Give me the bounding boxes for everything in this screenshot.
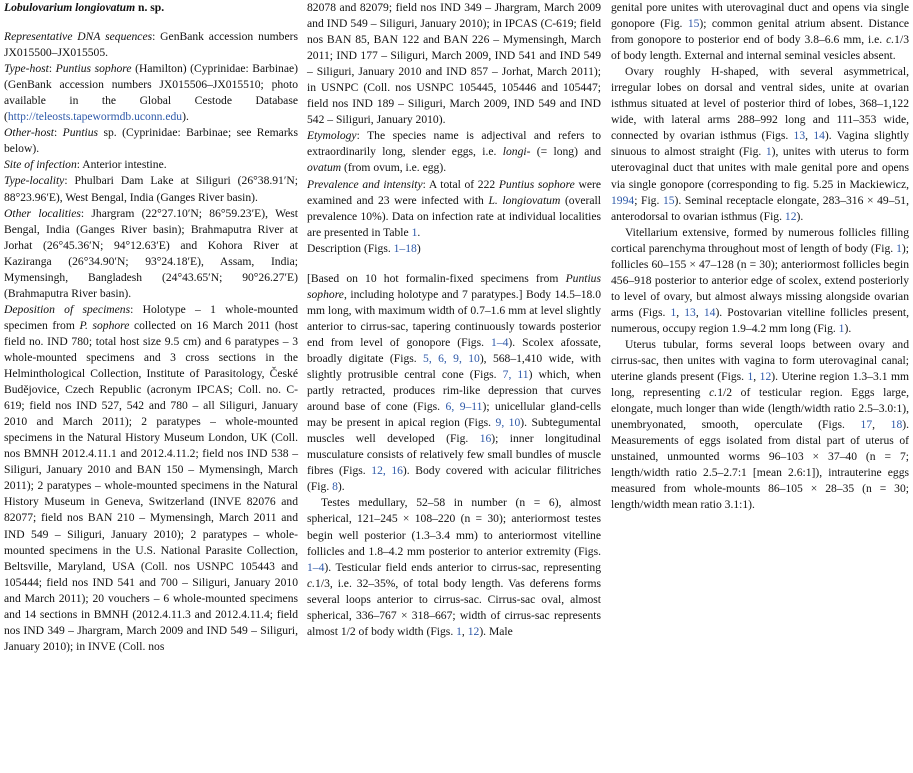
figure-reference-link[interactable]: 14 (703, 305, 716, 319)
cestode-database-link[interactable]: http://teleosts.tapewormdb.uconn.edu (7, 110, 183, 124)
column-middle (307, 0, 601, 640)
other-host-paragraph (4, 125, 298, 157)
column-right (611, 0, 909, 514)
latin-term: longi- (502, 145, 531, 159)
text-span: Description (Figs. (307, 241, 394, 255)
new-species-marker: n. sp. (135, 1, 165, 14)
testes-paragraph (307, 495, 601, 639)
figure-reference-link[interactable]: 9, 10 (495, 416, 521, 430)
text-span: ). Male (479, 624, 513, 638)
text-span: : Phulbari Dam Lake at Siliguri (26°38.91′N; 88°23.96′E), West Bengal, India (Ganges River basin). (4, 174, 298, 204)
site-of-infection-label: Site of infection (4, 158, 77, 172)
text-span: 1/3 of body length. External and internal seminal vesicles absent. (611, 33, 909, 63)
figure-reference-link[interactable]: 1 (456, 624, 462, 638)
text-span: collected on 16 March 2011 (host field no. IND 780; total host size 9.5 cm) and 6 paratypes – 3 whole-mounted specimens and 3 cross sections in the Helminthological Collection, Institute of Parasitology, České Budějovice, Czech Republic (acronym IPCAS; Coll. no. C-619; field nos IND 527, 542 and 780 – all Siliguri, January 2010 and March 2011); 2 paratypes – whole-mounted specimens in the Natural History Museum London, UK (Coll. nos BMNH 2012.4.11.1 and 2012.4.11.2; field nos IND 538 – Siliguri, January 2010 and BAN 150 – Mymensingh, March 2011); 2 paratypes – whole-mounted specimens in the Natural History Museum in Geneva, Switzerland (INVE 82076 and 82077; field nos BAN 210 – Mymensingh, March 2011 and IND 549 – Siliguri, January 2010); 2 paratypes – whole-mounted specimens in the U.S. National Parasite Collection, Beltsville, Maryland, USA (Coll. nos USNPC 105443 and 105444; field nos IND 541 and 700 – Siliguri, January 2010 and March 2011); 20 vouchers – 6 whole-mounted specimens and 14 sections in BMNH (2012.4.11.3 and 2012.4.11.4; field nos IND 349 – Jhargram, March 2009 and IND 549 – Siliguri, January 2010); in INVE (Coll. nos (4, 318, 299, 653)
type-locality-paragraph (4, 173, 298, 205)
body-description-paragraph (307, 271, 601, 496)
figure-reference-link[interactable]: 1–4 (491, 335, 509, 349)
text-span: ). Seminal receptacle elongate, 283–316 × 49–51, anterodorsal to ovarian isthmus (Fig. (611, 193, 909, 223)
prevalence-paragraph (307, 177, 601, 241)
figure-reference-link[interactable]: 13 (684, 305, 696, 319)
species-name: Puntius sophore (498, 177, 575, 191)
figure-reference-link[interactable]: 1 (747, 370, 754, 384)
text-span: ). Scolex afossate, broadly digitate (Figs. (307, 335, 601, 365)
figure-reference-link[interactable]: 12 (467, 624, 480, 638)
species-name: Lobulovarium longiovatum (4, 1, 136, 14)
text-span: Testes medullary, 52–58 in number (n = 6), almost spherical, 121–245 × 108–220 (n = 30); anteriormost testes begin well posterior (1.3–3.4 mm) to anteriormost vitelline follicles and 1.8–4.2 mm posterior to anterior extremity (Figs. (307, 496, 601, 558)
ovary-paragraph (611, 64, 909, 224)
figure-reference-link[interactable]: 15 (662, 193, 675, 207)
text-span: ). (337, 480, 345, 494)
text-span: ). Measurements of eggs isolated from distal part of uterus of unstained, unmounted worms 96–103 × 37–40 (n = 7; length/width ratio 2.5–2.7:1 [mean 2.6:1]), intrauterine eggs measured from whole-mounts 86–105 × 28–35 (n = 30; length/width mean ratio 3.1:1). (611, 418, 909, 512)
text-span: ), 568–1,410 wide, with slightly protrusible central cone (Figs. (307, 351, 601, 382)
text-span: ); inner longitudinal musculature consists of relatively few small bundles of muscle fibres (Figs. (307, 432, 601, 478)
other-host-label: Other-host (4, 126, 55, 140)
text-span: ; Fig. (634, 193, 663, 207)
text-span: : Anterior intestine. (76, 158, 167, 172)
figure-reference-link[interactable]: 1 (896, 241, 902, 255)
figure-reference-link[interactable]: 6, 9–11 (445, 400, 483, 414)
species-name: Puntius (62, 126, 99, 140)
text-span: sp. (Cyprinidae: Barbinae; see Remarks below). (4, 126, 298, 156)
circa-abbrev: c. (307, 576, 316, 590)
species-name: Puntius sophore (307, 271, 601, 301)
species-name: Puntius sophore (55, 62, 132, 76)
text-span: (Hamilton) (Cyprinidae: Barbinae) (GenBank accession numbers JX015506–JX015510; photo available in the Global Cestode Database ( (4, 62, 298, 124)
text-span: : The species name is adjectival and refers to extraordinarily long, slender eggs, i.e. (307, 129, 601, 159)
site-of-infection-paragraph (4, 157, 298, 173)
text-span: , (805, 129, 814, 143)
type-host-paragraph (4, 61, 298, 125)
text-span: ) (416, 241, 421, 255)
text-span: , (461, 624, 468, 638)
figure-reference-link[interactable]: 1 (838, 321, 845, 335)
text-span: , (753, 370, 760, 384)
other-localities-label: Other localities (4, 206, 81, 220)
text-span: ). Body covered with acicular filitriches (Fig. (307, 464, 602, 494)
text-span: ), unites with uterus to form uterovaginal duct that unites with male genital pore and opens via single gonopore (corresponding to fig. 5.25 in Mackiewicz, (611, 145, 909, 191)
deposition-label: Deposition of specimens (4, 302, 131, 316)
uterus-paragraph (611, 337, 909, 514)
species-title (4, 0, 298, 16)
text-span: Ovary roughly H-shaped, with several asymmetrical, irregular lobes on dorsal and ventral sides, unite at ovarian isthmus situated at level of posterior third of lobes, 368–1,122 wide, with lateral arms 288–992 long and 111–353 wide, connected by ovarian isthmus (Figs. (611, 65, 909, 143)
other-localities-paragraph (4, 206, 298, 302)
text-span: , (676, 305, 685, 319)
column-left (4, 0, 298, 655)
text-span: 1/2 of testicular region. Eggs large, elongate, much longer than wide (length/width ratio 2.5–3.0:1), unembryonated, smooth, operculate (Figs. (611, 386, 910, 432)
figure-reference-link[interactable]: 13 (793, 129, 806, 143)
figure-reference-link[interactable]: 14 (813, 129, 825, 143)
text-span: , (695, 305, 704, 319)
text-span: : (54, 126, 63, 140)
text-span: [Based on 10 hot formalin-fixed specimens from (307, 271, 566, 285)
dna-sequences-label: Representative DNA sequences (4, 30, 153, 44)
description-heading (307, 241, 601, 257)
figure-reference-link[interactable]: 5, 6, 9, 10 (423, 351, 480, 365)
text-span: ). Testicular field ends anterior to cirrus-sac, representing (324, 560, 601, 574)
text-span: were examined and 23 were infected with (307, 177, 601, 207)
text-span: . (417, 225, 421, 239)
text-span: Uterus tubular, forms several loops between ovary and cirrus-sac, then unites with vagina to form uterovaginal canal; uterine glands present (Figs. (611, 337, 909, 384)
figure-reference-link[interactable]: 1 (765, 145, 772, 159)
text-span: ); common genital atrium absent. Distance from gonopore to posterior end of body 3.8–6.6 mm, i.e. (611, 17, 909, 47)
citation-link[interactable]: 1994 (611, 193, 635, 207)
deposition-continued: 82078 and 82079; field nos IND 349 – Jhargram, March 2009 and IND 549 – Siliguri, January 2010); in IPCAS (C-619; field nos BAN 85, BAN 122 and BAN 226 – Mymensingh, March 2011; IND 177 – Siliguri, March 2009, IND 541 and IND 549 – Siliguri, January 2010 and IND 857 – Jorhat, March 2011); in USNPC (Coll. nos USNPC 105445, 105446 and 105447; field nos IND 189 – Siliguri, March 2009, IND 549 and IND 542 – Siliguri, January 2010). (307, 1, 601, 127)
type-host-label: Type-host (4, 62, 49, 76)
species-name: P. sophore (79, 318, 130, 332)
figure-reference-link[interactable]: 7, 11 (502, 368, 529, 382)
text-span: ). (844, 321, 852, 335)
text-span: ). Vagina slightly sinuous to almost straight (Fig. (611, 129, 910, 159)
deposition-paragraph (4, 302, 298, 655)
text-span: , (872, 418, 891, 432)
text-span: ). Postovarian vitelline follicles present, numerous, occupy region 1.9–4.2 mm long (Fig. (611, 305, 910, 335)
species-name: L. longiovatum (488, 193, 561, 207)
text-span: Vitellarium extensive, formed by numerous follicles filling cortical parenchyma throughout most of length of body (Fig. (611, 225, 909, 255)
type-locality-label: Type-locality (4, 174, 65, 188)
text-span: (overall prevalence 10%). Data on infection rate at individual localities are presented in Table (307, 193, 601, 239)
vitellarium-paragraph (611, 225, 909, 337)
prevalence-label: Prevalence and intensity (307, 177, 423, 191)
dna-sequences-paragraph (4, 29, 298, 61)
text-span: , including holotype and 7 paratypes.] Body 14.5–18.0 mm long, with maximum width of 0.7–1.6 mm at level slightly anterior to cirrus-sac, tapering continuously towards posterior end from level of gonopore (Figs. (307, 287, 601, 349)
figure-reference-link[interactable]: 8 (332, 480, 338, 494)
latin-term: ovatum (307, 161, 342, 175)
text-span: : (48, 62, 56, 76)
figure-reference-link[interactable]: 15 (687, 17, 700, 31)
text-span: ). (182, 110, 189, 124)
text-span: 1/3, i.e. 32–35%, of total body length. Vas deferens forms several loops anterior to cirrus-sac. Cirrus-sac oval, almost spherical, 336–767 × 318–667; width of cirrus-sac represents almost 1/2 of body width (Figs. (307, 576, 601, 638)
figure-reference-link[interactable]: 12, 16 (371, 464, 403, 478)
text-span: ). Uterine region 1.3–3.1 mm long, representing (611, 370, 909, 400)
text-span: (= long) and (530, 145, 601, 159)
text-span: : Holotype – 1 whole-mounted specimen from (4, 302, 298, 332)
figure-reference-link[interactable]: 1 (670, 305, 677, 319)
text-span: (from ovum, i.e. egg). (341, 161, 447, 175)
figure-reference-link[interactable]: 17 (860, 418, 873, 432)
text-span: ); unicellular gland-cells may be present in apical region (Figs. (307, 400, 601, 430)
text-span: : A total of 222 (422, 177, 499, 191)
text-span: genital pore unites with uterovaginal duct and opens via single gonopore (Fig. (611, 1, 909, 31)
figure-reference-link[interactable]: 12 (784, 209, 797, 223)
etymology-label: Etymology (307, 129, 357, 143)
text-span: ). Subtegumental muscles well developed (Fig. (307, 416, 601, 446)
table-reference-link[interactable]: 1 (411, 225, 418, 239)
figure-reference-link[interactable]: 18 (890, 418, 903, 432)
text-span: : Jhargram (22°27.10′N; 86°59.23′E), West Bengal, India (Ganges River basin); Brahmaputra River at Jorhat (26°45.36′N; 94°12.63′E) and Kohora River at Kaziranga (26°34.90′N; 93°24.18′E), Assam, India; Mymensingh, Bangladesh (24°43.65′N; 90°26.27′E) (Brahmaputra River basin). (4, 206, 298, 300)
circa-abbrev: c. (886, 33, 895, 47)
figure-reference-link[interactable]: 1–18 (393, 241, 417, 255)
genital-pore-paragraph (611, 0, 909, 64)
figure-reference-link[interactable]: 1–4 (307, 560, 325, 574)
dna-sequences-text: : GenBank accession numbers JX015500–JX015505. (4, 30, 299, 60)
figure-reference-link[interactable]: 12 (759, 370, 772, 384)
etymology-paragraph (307, 128, 601, 176)
circa-abbrev: c. (709, 386, 718, 400)
figure-reference-link[interactable]: 16 (479, 432, 492, 446)
text-span: ) which, when partly retracted, produces rim-like depression that curves around base of cone (Figs. (307, 368, 601, 414)
text-span: ). (796, 209, 804, 223)
text-span: ); follicles 60–155 × 47–128 (n = 30); anteriormost follicles begin 456–918 posterior to anterior edge of scolex, extend posteriorly to level of ovary, but almost always missing alongside ovarian arms (Figs. (611, 241, 909, 319)
